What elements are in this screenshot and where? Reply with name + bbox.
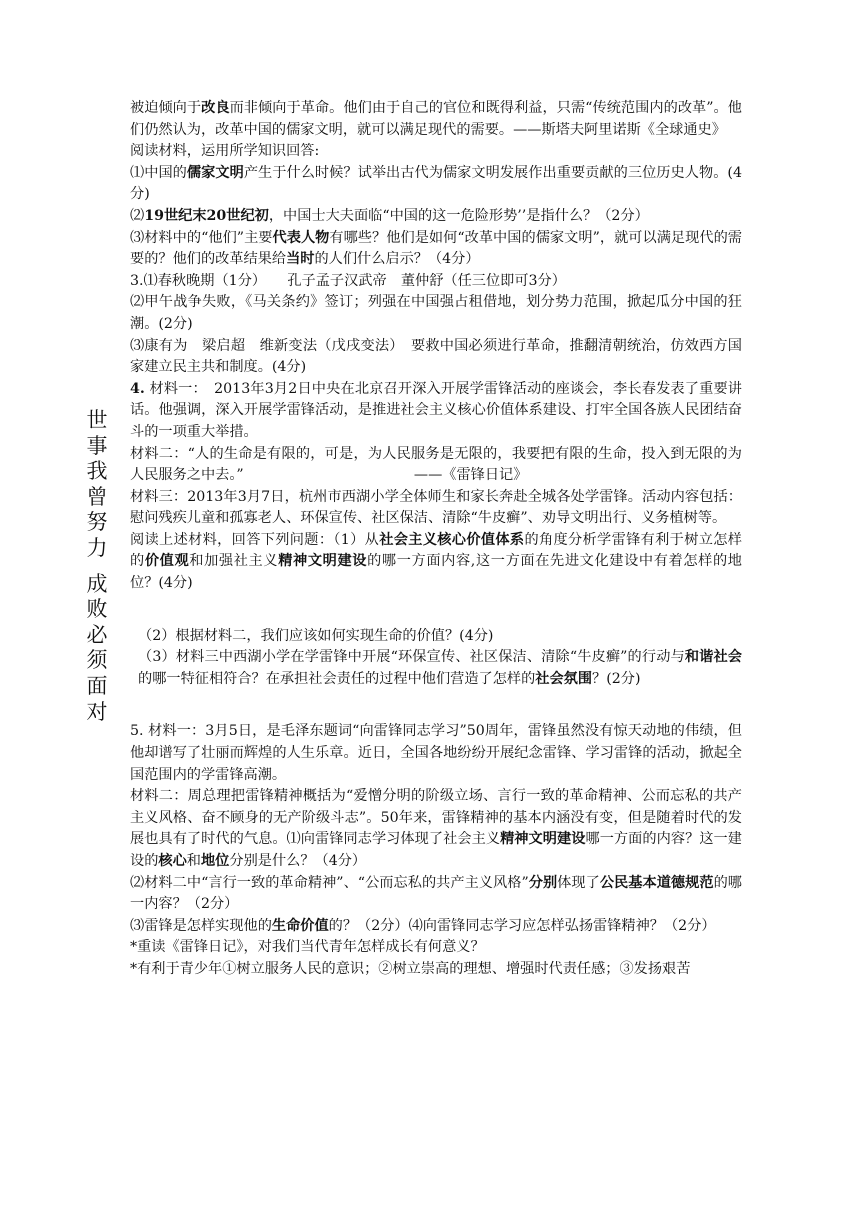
question-5-5: *重读《雷锋日记》，对我们当代青年怎样成长有何意义？ (130, 939, 485, 956)
document-body (130, 98, 742, 981)
answer-5-5: *有利于青少年①树立服务人民的意识；②树立崇高的理想、增强时代责任感；③发扬艰苦 (130, 960, 691, 977)
material-5-1: 5. 材料一：3月5日，是毛泽东题词“向雷锋同志学习”50周年，雷锋虽然没有惊天动地的伟绩，但他却谱写了壮丽而辉煌的人生乐章。近日，全国各地纷纷开展纪念雷锋、学习雷锋的活动，掀起全国范围内的学雷锋高潮。 (130, 723, 742, 783)
question-5-2: ⑵材料二中“言行一致的革命精神”、“公而忘私的共产主义风格”分别体现了公民基本道德规范的哪一内容？（2分） (130, 874, 742, 913)
material-4-1: 4. 材料一： 2013年3月2日中央在北京召开深入开展学雷锋活动的座谈会，李长春发表了重要讲话。他强调，深入开展学雷锋活动，是推进社会主义核心价值体系建设、打牢全国各族人民团结奋斗的一项重大举措。 (130, 380, 742, 440)
motto-char: 面 (86, 673, 108, 698)
instruction: 阅读材料，运用所学知识回答: (130, 143, 320, 160)
question-4-2: （2）根据材料二，我们应该如何实现生命的价值？(4分) (138, 627, 494, 644)
motto-char: 努 (86, 510, 108, 535)
question-5-3: ⑶雷锋是怎样实现他的生命价值的？（2分）⑷向雷锋同志学习应怎样弘扬雷锋精神？（2分） (130, 917, 716, 934)
motto-char: 必 (86, 622, 108, 647)
motto-char: 对 (86, 699, 108, 724)
material-5-2: 材料二：周总理把雷锋精神概括为“爱憎分明的阶级立场、言行一致的革命精神、公而忘私的共产主义风格、奋不顾身的无产阶级斗志”。50年来，雷锋精神的基本内涵没有变，但是随着时代的发展也具有了时代的气息。⑴向雷锋同志学习体现了社会主义精神文明建设哪一方面的内容？这一建设的核心和地位分别是什么？（4分） (130, 788, 742, 869)
question-3-2: ⑵19世纪末20世纪初，中国士大夫面临“中国的这一危险形势’’是指什么？（2分） (130, 207, 649, 224)
motto-char: 败 (86, 597, 108, 622)
motto-char: 成 (86, 571, 108, 596)
question-4-3: （3）材料三中西湖小学在学雷锋中开展“环保宣传、社区保洁、清除“牛皮癣”的行动与和谐社会的哪一特征相符合？在承担社会责任的过程中他们营造了怎样的社会氛围？(2分) (138, 649, 742, 687)
answer-3-3: ⑶康有为 梁启超 维新变法（戊戌变法） 要救中国必须进行革命，推翻清朝统治，仿效西方国家建立民主共和制度。(4分) (130, 337, 742, 376)
motto-char: 我 (86, 459, 108, 484)
material-4-3: 材料三：2013年3月7日，杭州市西湖小学全体师生和家长奔赴全城各处学雷锋。活动内容包括：慰问残疾儿童和孤寡老人、环保宣传、社区保洁、清除“牛皮癣”、劝导文明出行、义务植树等。 (130, 488, 742, 527)
motto-char: 事 (86, 433, 108, 458)
sidebar-motto (84, 408, 110, 725)
motto-char: 须 (86, 648, 108, 673)
motto-char: 世 (86, 408, 108, 432)
answer-3-2: ⑵甲午战争失败，《马关条约》签订；列强在中国强占租借地，划分势力范围，掀起瓜分中国的狂潮。(2分) (130, 294, 742, 332)
question-3-3: ⑶材料中的“他们”主要代表人物有哪些？他们是如何“改革中国的儒家文明”，就可以满足现代的需要的？他们的改革结果给当时的人们什么启示？（4分） (130, 229, 742, 268)
material-quote: 被迫倾向于改良而非倾向于革命。他们由于自己的官位和既得利益，只需“传统范围内的改革”。他们仍然认为，改革中国的儒家文明，就可以满足现代的需要。——斯塔夫阿里诺斯《全球通史》 (130, 100, 742, 138)
question-4-1: 阅读上述材料，回答下列问题：（1）从社会主义核心价值体系的角度分析学雷锋有利于树立怎样的价值观和加强社主义精神文明建设的哪一方面内容,这一方面在先进文化建设中有着怎样的地位？(4分) (130, 531, 742, 592)
question-3-1: ⑴中国的儒家文明产生于什么时候？试举出古代为儒家文明发展作出重要贡献的三位历史人物。(4分) (130, 164, 742, 203)
motto-char: 曾 (86, 484, 108, 509)
answer-3-1: 3.⑴春秋晚期（1分） 孔子孟子汉武帝 董仲舒（任三位即可3分） (130, 272, 566, 289)
motto-char: 力 (86, 535, 108, 560)
material-4-2: 材料二：“人的生命是有限的，可是，为人民服务是无限的，我要把有限的生命，投入到无限的为人民服务之中去。” ——《雷锋日记》 (130, 445, 742, 484)
